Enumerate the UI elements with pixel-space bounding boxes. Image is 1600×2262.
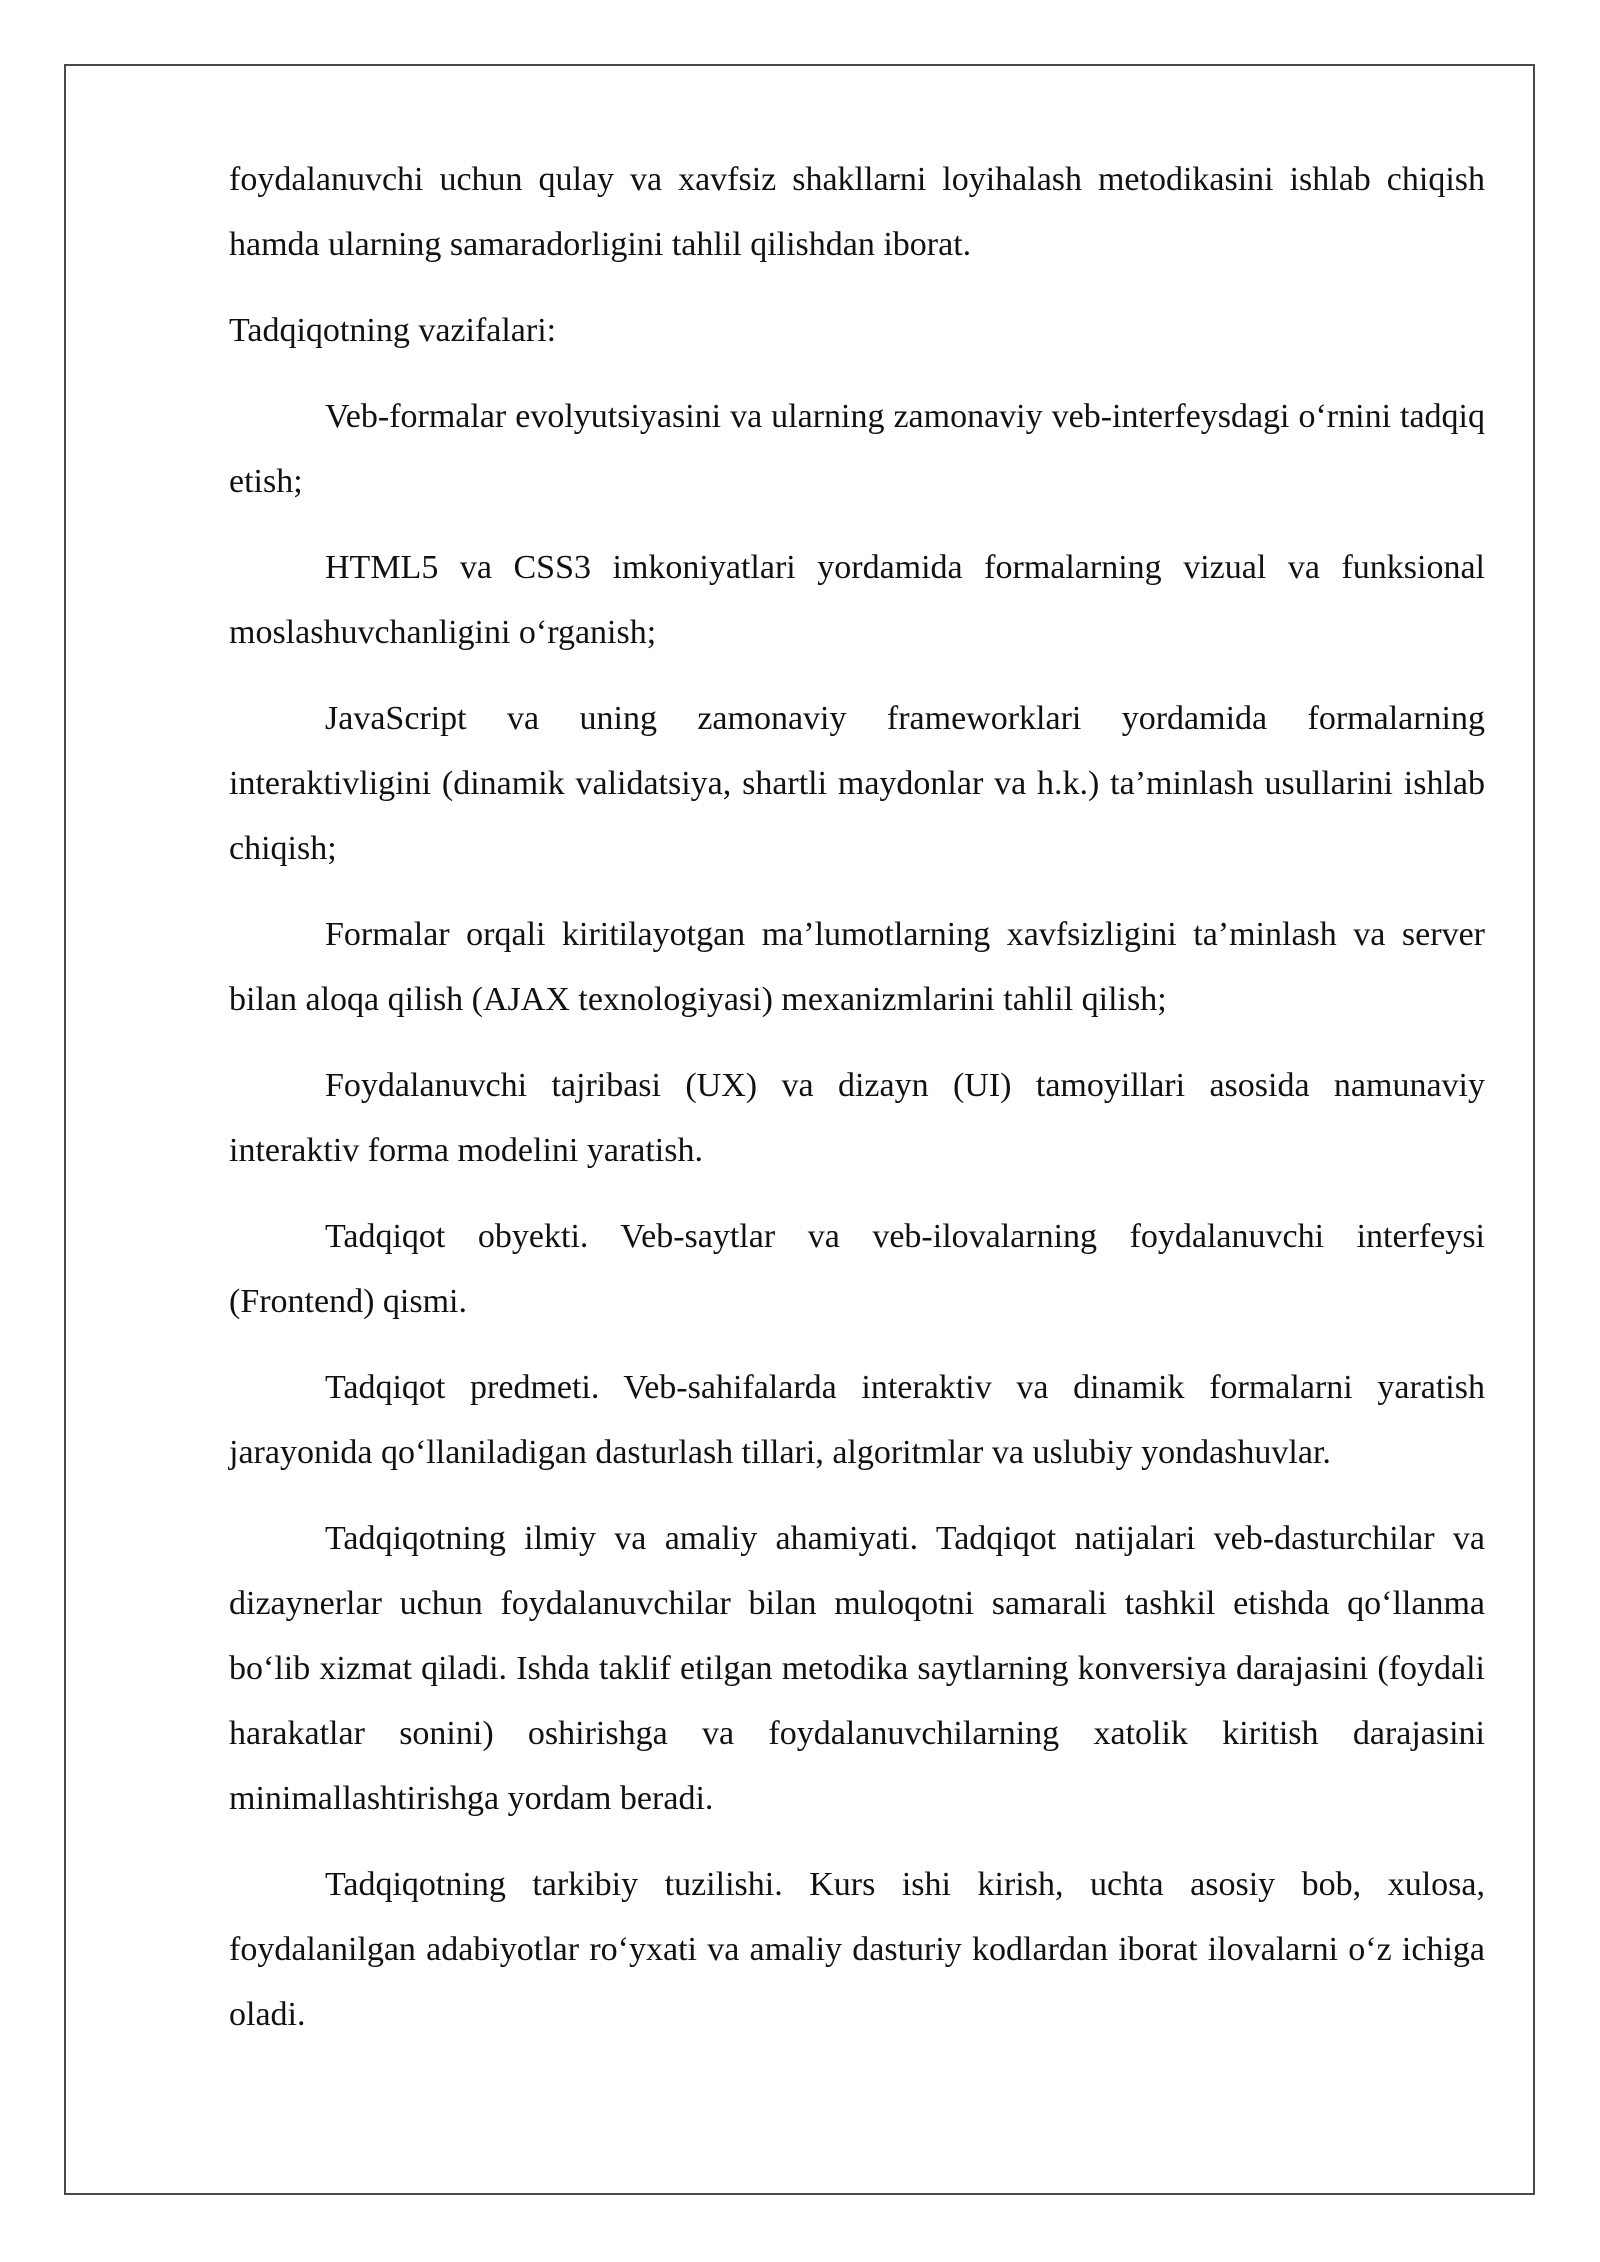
paragraph-task-3: JavaScript va uning zamonaviy frameworklari yordamida formalarning interaktivligini (dinamik validatsiya, shartli maydonlar va h.k.) ta’minlash usullarini ishlab chiqish; xyxy=(229,700,1485,867)
paragraph-significance: Tadqiqotning ilmiy va amaliy ahamiyati. Tadqiqot natijalari veb-dasturchilar va dizaynerlar uchun foydalanuvchilar bilan muloqotni samarali tashkil etishda qo‘llanma bo‘lib xizmat qiladi. Ishda taklif etilgan metodika saytlarning konversiya darajasini (foydali harakatlar sonini) oshirishga va foydalanuvchilarning xatolik kiritish darajasini minimallashtirishga yordam beradi. xyxy=(229,1520,1485,1817)
paragraph-research-subject: Tadqiqot predmeti. Veb-sahifalarda interaktiv va dinamik formalarni yaratish jarayonida qo‘llaniladigan dasturlash tillari, algoritmlar va uslubiy yondashuvlar. xyxy=(229,1369,1485,1471)
paragraph-task-5: Foydalanuvchi tajribasi (UX) va dizayn (UI) tamoyillari asosida namunaviy interaktiv forma modelini yaratish. xyxy=(229,1067,1485,1169)
paragraph-structure: Tadqiqotning tarkibiy tuzilishi. Kurs ishi kirish, uchta asosiy bob, xulosa, foydalanilgan adabiyotlar ro‘yxati va amaliy dasturiy kodlardan iborat ilovalarni o‘z ichiga oladi. xyxy=(229,1866,1485,2033)
paragraph-goal-continuation: foydalanuvchi uchun qulay va xavfsiz shakllarni loyihalash metodikasini ishlab chiqish hamda ularning samaradorligini tahlil qilishdan iborat. xyxy=(229,161,1485,263)
paragraph-task-1: Veb-formalar evolyutsiyasini va ularning zamonaviy veb-interfeysdagi o‘rnini tadqiq etish; xyxy=(229,398,1485,500)
paragraph-task-2: HTML5 va CSS3 imkoniyatlari yordamida formalarning vizual va funksional moslashuvchanligini o‘rganish; xyxy=(229,549,1485,651)
paragraph-task-4: Formalar orqali kiritilayotgan ma’lumotlarning xavfsizligini ta’minlash va server bilan aloqa qilish (AJAX texnologiyasi) mexanizmlarini tahlil qilish; xyxy=(229,916,1485,1018)
document-body xyxy=(229,147,1485,2068)
paragraph-research-object: Tadqiqot obyekti. Veb-saytlar va veb-ilovalarning foydalanuvchi interfeysi (Frontend) qismi. xyxy=(229,1218,1485,1320)
paragraph-tasks-heading: Tadqiqotning vazifalari: xyxy=(229,312,557,349)
